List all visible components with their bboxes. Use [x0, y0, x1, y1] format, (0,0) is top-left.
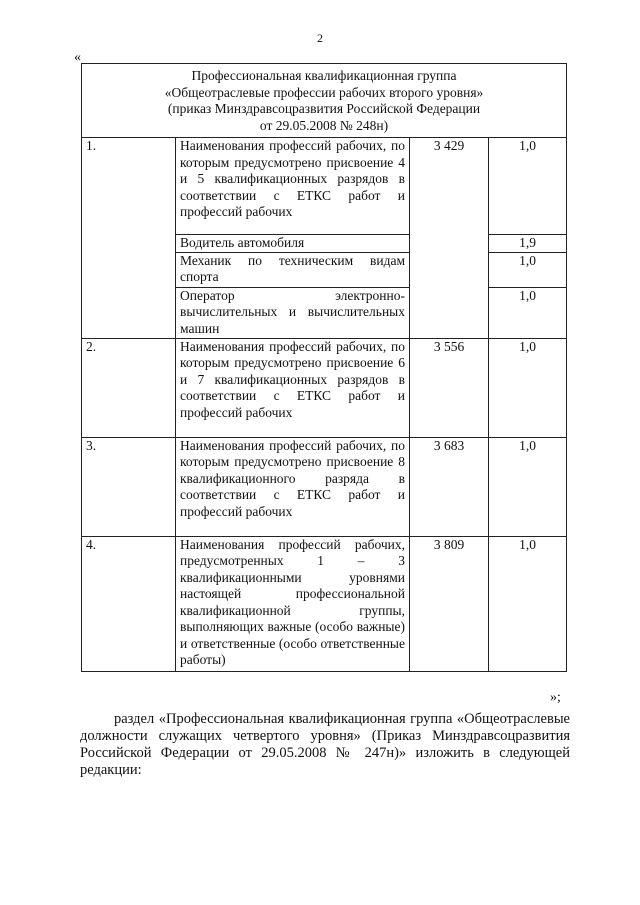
salary-value: 3 429 — [410, 138, 489, 339]
salary-value: 3 683 — [410, 437, 489, 536]
profession-name: Механик по техническим видам спорта — [176, 252, 410, 287]
profession-name: Наименования профессий рабочих, по которым предусмотрено присвоение 6 и 7 квалификационных разрядов в соответствии с ЕТКС работ и профессий рабочих — [176, 338, 410, 437]
group-header-line: «Общеотраслевые профессии рабочих второго уровня» — [164, 84, 484, 100]
group-header-line: Профессиональная квалификационная группа — [191, 68, 457, 83]
coefficient-value: 1,0 — [489, 252, 567, 287]
profession-name: Водитель автомобиля — [176, 235, 410, 253]
row-number: 3. — [82, 437, 176, 536]
group-header-line: от 29.05.2008 № 248н) — [259, 117, 389, 133]
row-number: 4. — [82, 536, 176, 671]
closing-quote: »; — [550, 690, 561, 705]
coefficient-value: 1,9 — [489, 235, 567, 253]
coefficient-value: 1,0 — [489, 536, 567, 671]
group-header-cell — [82, 64, 567, 138]
body-paragraph — [80, 711, 570, 779]
opening-quote: « — [74, 50, 81, 65]
salary-value: 3 809 — [410, 536, 489, 671]
qualification-table — [81, 63, 567, 672]
coefficient-value: 1,0 — [489, 287, 567, 338]
row-number: 1. — [82, 138, 176, 339]
profession-name: Наименования профессий рабочих, по которым предусмотрено присвоение 8 квалификационного разряда в соответствии с ЕТКС работ и профессий рабочих — [176, 437, 410, 536]
table-header-row — [82, 64, 567, 138]
paragraph-text: раздел «Профессиональная квалификационная группа «Общеотраслевые должности служащих четвертого уровня» (Приказ Минздравсоцразвития Российской Федерации от 29.05.2008 № 247н)» изложить в следующей редакции: — [80, 711, 570, 778]
salary-value: 3 556 — [410, 338, 489, 437]
row-number: 2. — [82, 338, 176, 437]
profession-name: Наименования профессий рабочих, предусмотренных 1 – 3 квалификационными уровнями настоящей профессиональной квалификационной группы, выполняющих важные (особо важные) и ответственные (особо ответственные работы) — [176, 536, 410, 671]
table-row — [82, 138, 567, 235]
coefficient-value: 1,0 — [489, 338, 567, 437]
table-row — [82, 536, 567, 671]
profession-name: Наименования профессий рабочих, по которым предусмотрено присвоение 4 и 5 квалификационных разрядов в соответствии с ЕТКС работ и профессий рабочих — [176, 138, 410, 235]
page-number: 2 — [317, 31, 323, 45]
table-row — [82, 338, 567, 437]
profession-name: Оператор электронно-вычислительных и вычислительных машин — [176, 287, 410, 338]
table-row — [82, 437, 567, 536]
coefficient-value: 1,0 — [489, 138, 567, 235]
coefficient-value: 1,0 — [489, 437, 567, 536]
group-header-line: (приказ Минздравсоцразвития Российской Федерации — [167, 101, 481, 116]
